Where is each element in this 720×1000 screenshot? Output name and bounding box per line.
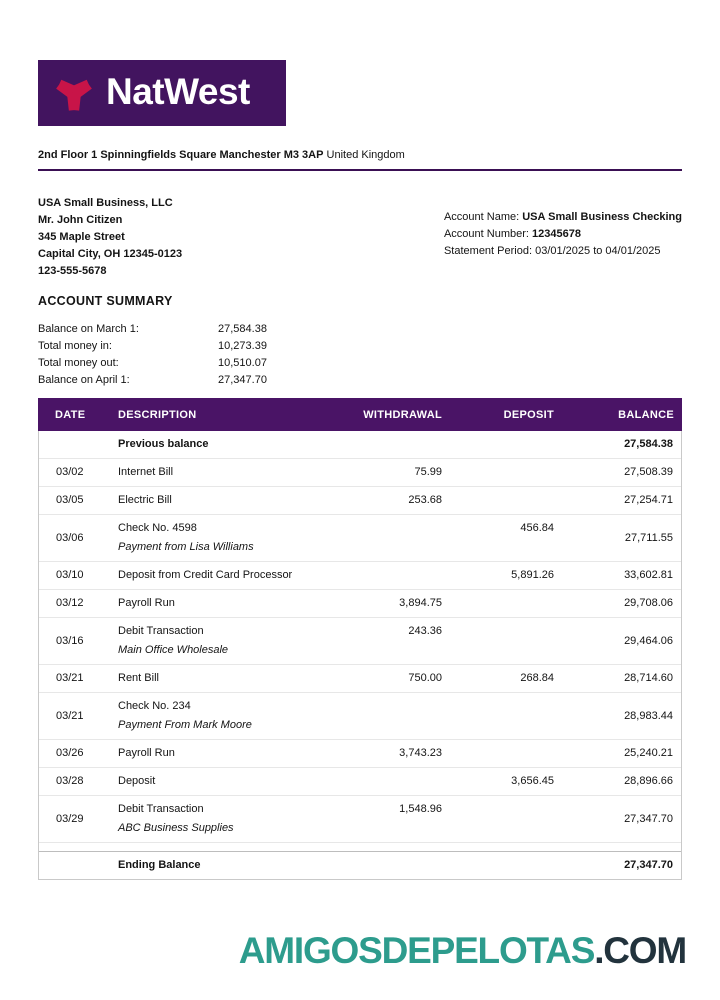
customer-address-line: 345 Maple Street: [38, 231, 125, 243]
summary-label: Total money in:: [38, 340, 112, 352]
txn-balance: 27,347.70: [624, 812, 673, 825]
summary-row: [38, 372, 682, 389]
account-info-value: 12345678: [532, 228, 581, 240]
txn-date: 03/10: [56, 569, 84, 581]
column-header: BALANCE: [618, 408, 674, 421]
txn-withdrawal: 750.00: [408, 672, 442, 684]
transaction-row: [39, 515, 681, 562]
account-info-value: USA Small Business Checking: [522, 211, 682, 223]
txn-date: 03/26: [56, 747, 84, 759]
txn-date: 03/16: [56, 634, 84, 647]
txn-withdrawal: 243.36: [408, 625, 442, 637]
txn-balance: 33,602.81: [624, 569, 673, 581]
branch-address-line: [38, 149, 682, 162]
txn-withdrawal: [328, 431, 458, 443]
summary-label: Balance on April 1:: [38, 374, 130, 386]
txn-deposit: [458, 740, 562, 752]
watermark-tld: .COM: [594, 930, 686, 971]
txn-deposit: 456.84: [520, 522, 554, 534]
txn-description-text: Electric Bill: [118, 494, 172, 506]
transaction-row: [39, 487, 681, 515]
txn-description: [118, 618, 328, 664]
txn-description: [118, 768, 328, 795]
txn-balance: 25,240.21: [624, 747, 673, 759]
watermark-footer: [239, 932, 686, 969]
account-info-value: 03/01/2025 to 04/01/2025: [535, 245, 661, 257]
txn-withdrawal: 253.68: [408, 494, 442, 506]
txn-description-text: Rent Bill: [118, 672, 159, 684]
txn-balance: 29,708.06: [624, 597, 673, 609]
txn-description-text: Check No. 234: [118, 700, 191, 712]
watermark-brand: AMIGOSDEPELOTAS: [238, 930, 595, 971]
txn-balance: 27,711.55: [624, 531, 673, 544]
txn-description: [118, 740, 328, 767]
natwest-logo-text: NatWest: [106, 70, 250, 112]
transaction-row: [39, 665, 681, 693]
transaction-row: [39, 431, 681, 459]
txn-description: [118, 796, 328, 842]
txn-date: 03/02: [56, 466, 84, 478]
txn-date: 03/21: [56, 672, 84, 684]
account-info-label: Statement Period:: [443, 245, 536, 257]
txn-description-text: Check No. 4598: [118, 522, 197, 534]
ending-balance-label: Ending Balance: [118, 859, 201, 871]
txn-date: 03/12: [56, 597, 84, 609]
txn-deposit: 3,656.45: [511, 775, 554, 787]
txn-date: 03/29: [56, 812, 84, 825]
txn-description-text: Internet Bill: [118, 466, 174, 478]
transactions-table: [38, 398, 682, 880]
customer-address-block: [38, 195, 182, 280]
customer-address-line: Capital City, OH 12345-0123: [38, 248, 183, 260]
ending-balance-row: [39, 851, 681, 879]
txn-description-text: Payroll Run: [118, 597, 175, 609]
txn-withdrawal: [328, 693, 458, 705]
txn-deposit: [458, 618, 562, 630]
txn-description-note: ABC Business Supplies: [118, 822, 234, 834]
transaction-row: [39, 768, 681, 796]
account-info-label: Account Name:: [443, 211, 523, 223]
txn-description-text: Deposit from Credit Card Processor: [118, 569, 293, 581]
column-header: DESCRIPTION: [118, 408, 197, 421]
branch-address-text: 2nd Floor 1 Spinningfields Square Manchester M3 3AP: [38, 149, 324, 161]
txn-description-text: Debit Transaction: [118, 803, 204, 815]
transactions-header-row: [38, 398, 682, 431]
txn-deposit: [458, 852, 562, 864]
column-header: DEPOSIT: [503, 408, 554, 421]
txn-description-note: Payment from Lisa Williams: [118, 541, 254, 553]
table-spacer: [39, 843, 681, 851]
txn-description-text: Previous balance: [118, 438, 209, 450]
txn-balance: 29,464.06: [624, 634, 673, 647]
transactions-body: [38, 431, 682, 880]
txn-date: [39, 439, 118, 451]
txn-date: 03/21: [56, 709, 84, 722]
branch-address-country: United Kingdom: [326, 149, 405, 161]
txn-description-note: Payment From Mark Moore: [118, 719, 252, 731]
txn-date: 03/06: [56, 531, 84, 544]
summary-value: 27,584.38: [218, 323, 267, 335]
txn-withdrawal: 3,743.23: [399, 747, 442, 759]
summary-label: Balance on March 1:: [38, 323, 139, 335]
natwest-chevrons-icon: [51, 70, 97, 116]
account-info-block: [444, 195, 682, 260]
customer-address-line: Mr. John Citizen: [38, 214, 123, 226]
txn-description: [118, 431, 328, 458]
summary-label: Total money out:: [38, 357, 119, 369]
txn-description-text: Payroll Run: [118, 747, 175, 759]
account-info-row: [444, 243, 682, 260]
txn-withdrawal: [328, 768, 458, 780]
txn-description-text: Deposit: [118, 775, 156, 787]
account-info-row: [444, 226, 682, 243]
header-divider: [38, 169, 682, 171]
natwest-logo: [38, 60, 286, 126]
txn-deposit: [458, 693, 562, 705]
txn-withdrawal: 3,894.75: [399, 597, 442, 609]
txn-description: [118, 459, 328, 486]
transaction-row: [39, 740, 681, 768]
txn-withdrawal: 75.99: [414, 466, 442, 478]
txn-deposit: [458, 431, 562, 443]
summary-value: 10,273.39: [218, 340, 267, 352]
txn-balance: 27,347.70: [624, 859, 673, 871]
transaction-row: [39, 693, 681, 740]
txn-description: [118, 590, 328, 617]
txn-description: [118, 562, 328, 589]
txn-deposit: 268.84: [520, 672, 554, 684]
txn-description: [118, 693, 328, 739]
txn-balance: 28,896.66: [624, 775, 673, 787]
account-summary-rows: [38, 321, 682, 389]
txn-date: [39, 860, 118, 872]
txn-balance: 28,714.60: [624, 672, 673, 684]
account-summary-title: ACCOUNT SUMMARY: [38, 294, 173, 308]
customer-address-line: USA Small Business, LLC: [38, 197, 173, 209]
transaction-row: [39, 562, 681, 590]
transaction-row: [39, 796, 681, 843]
txn-description-text: Debit Transaction: [118, 625, 204, 637]
txn-withdrawal: [328, 852, 458, 864]
column-header: WITHDRAWAL: [363, 408, 442, 421]
txn-deposit: [458, 796, 562, 808]
transaction-row: [39, 618, 681, 665]
customer-address-line: 123-555-5678: [38, 265, 107, 277]
account-info-label: Account Number:: [443, 228, 533, 240]
txn-balance: 27,584.38: [624, 438, 673, 450]
txn-description: [118, 665, 328, 692]
txn-withdrawal: [328, 515, 458, 527]
summary-value: 27,347.70: [218, 374, 267, 386]
txn-deposit: [458, 487, 562, 499]
summary-row: [38, 321, 682, 338]
summary-row: [38, 338, 682, 355]
summary-row: [38, 355, 682, 372]
txn-withdrawal: [328, 562, 458, 574]
txn-date: 03/28: [56, 775, 84, 787]
txn-balance: 27,508.39: [624, 466, 673, 478]
txn-description-note: Main Office Wholesale: [118, 644, 229, 656]
txn-withdrawal: 1,548.96: [399, 803, 442, 815]
txn-balance: 27,254.71: [624, 494, 673, 506]
txn-balance: 28,983.44: [624, 709, 673, 722]
column-header: DATE: [55, 408, 86, 421]
txn-date: 03/05: [56, 494, 84, 506]
txn-description: [118, 487, 328, 514]
account-info-row: [444, 209, 682, 226]
summary-value: 10,510.07: [218, 357, 267, 369]
txn-deposit: [458, 590, 562, 602]
transaction-row: [39, 459, 681, 487]
txn-deposit: [458, 459, 562, 471]
txn-deposit: 5,891.26: [511, 569, 554, 581]
transaction-row: [39, 590, 681, 618]
txn-description: [118, 515, 328, 561]
statement-info-section: [38, 195, 682, 280]
